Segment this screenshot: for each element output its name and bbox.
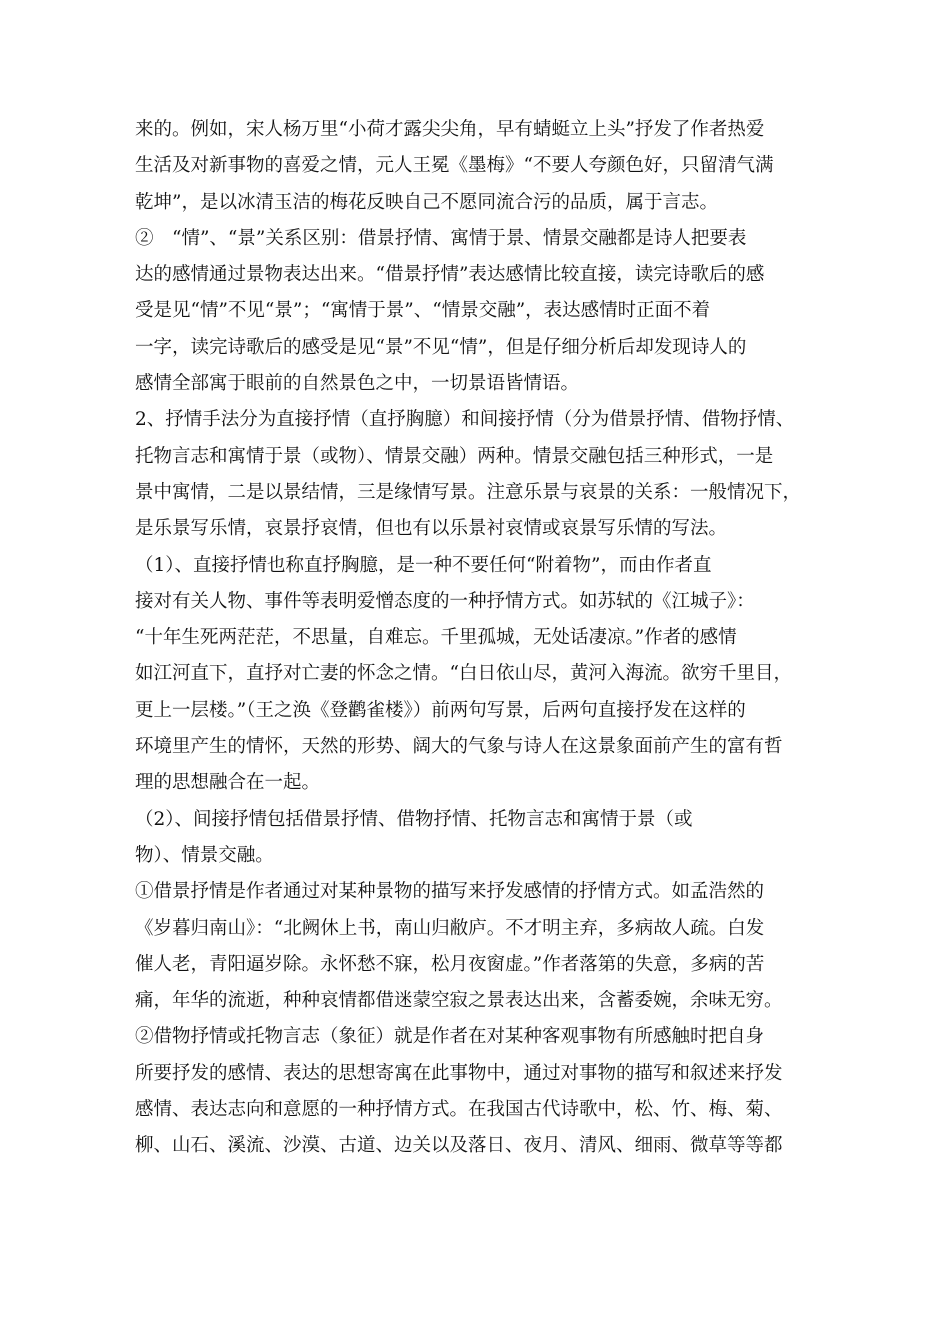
- body-text: [135, 112, 835, 1165]
- text-line: 痛，年华的流逝，种种哀情都借迷蒙空寂之景表达出来，含蓄委婉，余味无穷。: [135, 990, 783, 1012]
- text-line: 景中寓情，二是以景结情，三是缘情写景。注意乐景与哀景的关系：一般情况下，: [135, 481, 802, 503]
- text-line: ②借物抒情或托物言志（象征）就是作者在对某种客观事物有所感触时把自身: [135, 1026, 765, 1048]
- text-line: 托物言志和寓情于景（或物）、情景交融）两种。情景交融包括三种形式，一是: [135, 445, 774, 467]
- text-line: 受是见“情”不见“景”；“寓情于景”、“情景交融”，表达感情时正面不着: [135, 300, 711, 322]
- text-line: （2）、间接抒情包括借景抒情、借物抒情、托物言志和寓情于景（或: [135, 808, 693, 830]
- text-line: 环境里产生的情怀，天然的形势、阔大的气象与诗人在这景象面前产生的富有哲: [135, 736, 783, 758]
- text-line: 感情全部寓于眼前的自然景色之中，一切景语皆情语。: [135, 373, 580, 395]
- text-line: 接对有关人物、事件等表明爱憎态度的一种抒情方式。如苏轼的《江城子》：: [135, 590, 755, 612]
- text-line: 《岁暮归南山》：“北阙休上书，南山归敝庐。不才明主弃，多病故人疏。白发: [135, 917, 765, 939]
- text-line: （1）、直接抒情也称直抒胸臆，是一种不要任何“附着物”，而由作者直: [135, 554, 712, 576]
- text-line: 感情、表达志向和意愿的一种抒情方式。在我国古代诗歌中，松、竹、梅、菊、: [135, 1099, 783, 1121]
- text-line: 理的思想融合在一起。: [135, 772, 321, 794]
- text-line: ①借景抒情是作者通过对某种景物的描写来抒发感情的抒情方式。如孟浩然的: [135, 881, 765, 903]
- text-line: 物）、情景交融。: [135, 844, 274, 866]
- text-line: 更上一层楼。”（王之涣《登鹳雀楼》）前两句写景，后两句直接抒发在这样的: [135, 699, 746, 721]
- text-line: 所要抒发的感情、表达的思想寄寓在此事物中，通过对事物的描写和叙述来抒发: [135, 1062, 783, 1084]
- text-line: 达的感情通过景物表达出来。“借景抒情”表达感情比较直接，读完诗歌后的感: [135, 264, 765, 286]
- text-line: 生活及对新事物的喜爱之情，元人王冕《墨梅》“不要人夸颜色好，只留清气满: [135, 155, 774, 177]
- text-line: “十年生死两茫茫，不思量，自难忘。千里孤城，无处话凄凉。”作者的感情: [135, 627, 737, 649]
- text-line: 2、抒情手法分为直接抒情（直抒胸臆）和间接抒情（分为借景抒情、借物抒情、: [135, 409, 795, 431]
- text-line: 柳、山石、溪流、沙漠、古道、边关以及落日、夜月、清风、细雨、微草等等都: [135, 1135, 783, 1157]
- text-line: 如江河直下，直抒对亡妻的怀念之情。“白日依山尽，黄河入海流。欲穷千里目，: [135, 663, 792, 685]
- text-line: 是乐景写乐情，哀景抒哀情，但也有以乐景衬哀情或哀景写乐情的写法。: [135, 518, 728, 540]
- text-line: ② “情”、“景”关系区别：借景抒情、寓情于景、情景交融都是诗人把要表: [135, 227, 747, 249]
- text-line: 一字，读完诗歌后的感受是见“景”不见“情”，但是仔细分析后却发现诗人的: [135, 336, 747, 358]
- text-line: 催人老，青阳逼岁除。永怀愁不寐，松月夜窗虚。”作者落第的失意，多病的苦: [135, 953, 765, 975]
- text-line: 来的。例如，宋人杨万里“小荷才露尖尖角，早有蜻蜓立上头”抒发了作者热爱: [135, 119, 765, 140]
- text-line: 乾坤”，是以冰清玉洁的梅花反映自己不愿同流合污的品质，属于言志。: [135, 191, 718, 213]
